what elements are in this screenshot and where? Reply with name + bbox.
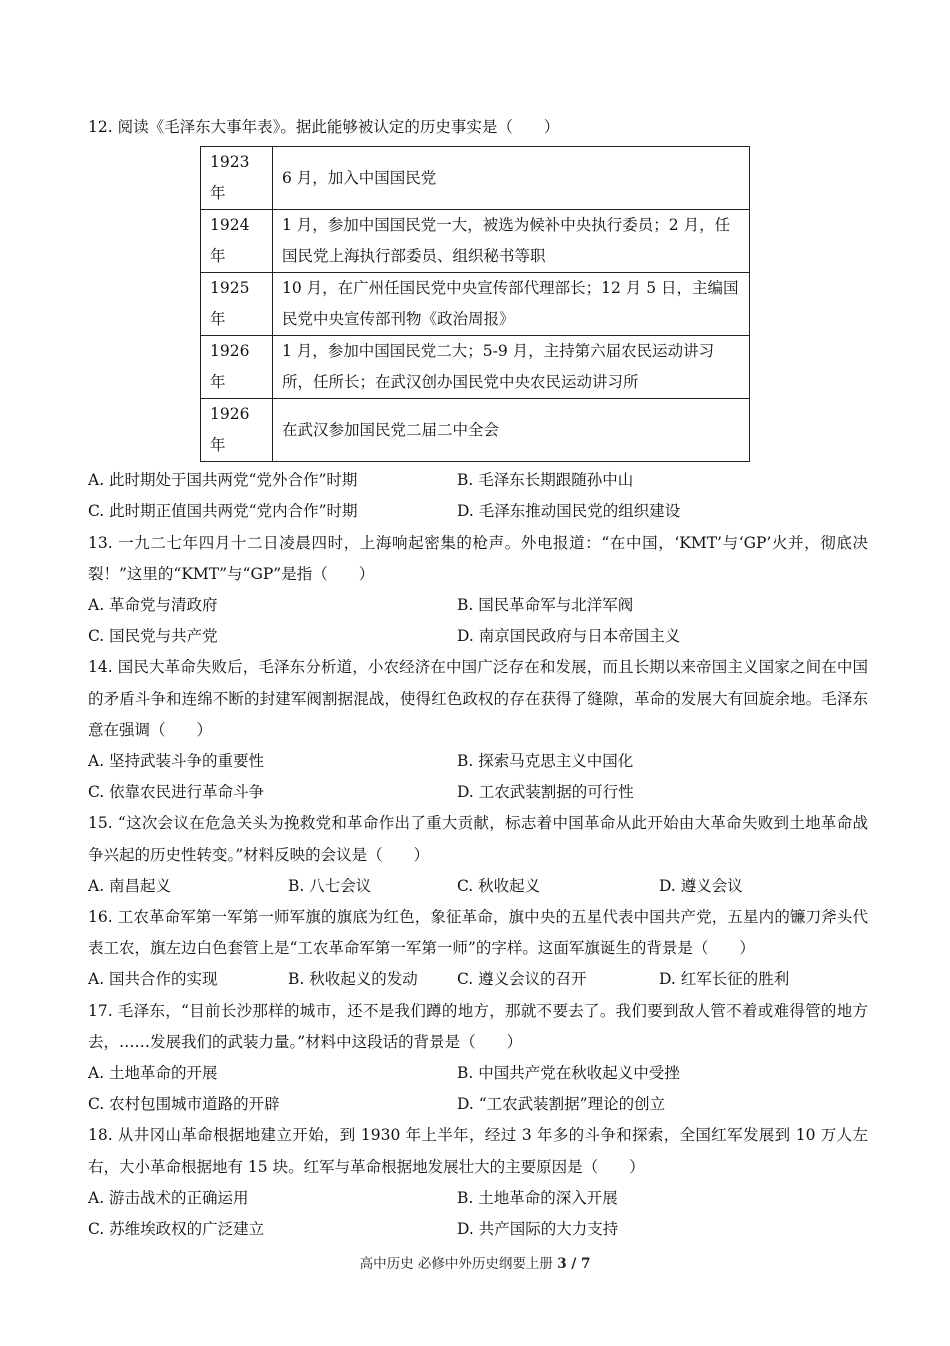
q14-options-row1	[88, 746, 868, 777]
q12-option-b[interactable]: B. 毛泽东长期跟随孙中山	[457, 471, 634, 490]
q16-option-d[interactable]: D. 红军长征的胜利	[659, 970, 790, 989]
q18-option-a[interactable]: A. 游击战术的正确运用	[88, 1188, 249, 1207]
table-year: 1926 年	[201, 336, 273, 399]
table-row	[201, 336, 750, 399]
q18-options-row2	[88, 1214, 868, 1245]
q18-stem: 18. 从井冈山革命根据地建立开始，到 1930 年上半年，经过 3 年多的斗争和探索，全国红军发展到 10 万人左右，大小革命根据地有 15 块。红军与革命根据地发展壮大的主要原因是（ ）	[88, 1126, 868, 1176]
table-event: 10 月，在广州任国民党中央宣传部代理部长；12 月 5 日，主编国民党中央宣传部刊物《政治周报》	[273, 273, 750, 336]
table-row	[201, 210, 750, 273]
page-footer	[0, 1252, 950, 1272]
q15-options	[88, 871, 868, 902]
q13-option-c[interactable]: C. 国民党与共产党	[88, 627, 218, 646]
q17-stem: 17. 毛泽东，“目前长沙那样的城市，还不是我们蹲的地方，那就不要去了。我们要到敌人管不着或难得管的地方去，……发展我们的武装力量。”材料中这段话的背景是（ ）	[88, 1001, 868, 1051]
table-year: 1924 年	[201, 210, 273, 273]
q15-option-d[interactable]: D. 遵义会议	[659, 876, 743, 895]
q14-options-row2	[88, 777, 868, 808]
q12-option-c[interactable]: C. 此时期正值国共两党“党内合作”时期	[88, 502, 358, 521]
table-row	[201, 399, 750, 462]
q15-option-a[interactable]: A. 南昌起义	[88, 876, 172, 895]
table-row	[201, 273, 750, 336]
q14-option-b[interactable]: B. 探索马克思主义中国化	[457, 752, 634, 771]
table-event: 6 月，加入中国国民党	[273, 147, 750, 210]
q17-option-d[interactable]: D. “工农武装割据”理论的创立	[457, 1095, 666, 1114]
table-event: 在武汉参加国民党二届二中全会	[273, 399, 750, 462]
q18-options-row1	[88, 1183, 868, 1214]
q13-stem: 13. 一九二七年四月十二日凌晨四时，上海响起密集的枪声。外电报道：“在中国，‘KMT’与‘GP’火并，彻底决裂！”这里的“KMT”与“GP”是指（ ）	[88, 533, 868, 583]
q12-stem: 12. 阅读《毛泽东大事年表》。据此能够被认定的历史事实是（ ）	[88, 118, 560, 136]
q18-option-d[interactable]: D. 共产国际的大力支持	[457, 1220, 619, 1239]
q14-option-c[interactable]: C. 依靠农民进行革命斗争	[88, 783, 265, 802]
q15-option-c[interactable]: C. 秋收起义	[457, 876, 541, 895]
q18-option-b[interactable]: B. 土地革命的深入开展	[457, 1188, 618, 1207]
q17-options-row1	[88, 1058, 868, 1089]
q12-option-d[interactable]: D. 毛泽东推动国民党的组织建设	[457, 502, 681, 521]
page-number: 3 / 7	[557, 1256, 591, 1272]
q13-option-d[interactable]: D. 南京国民政府与日本帝国主义	[457, 627, 681, 646]
table-event: 1 月，参加中国国民党二大；5-9 月，主持第六届农民运动讲习所，任所长；在武汉创办国民党中央农民运动讲习所	[273, 336, 750, 399]
q15-option-b[interactable]: B. 八七会议	[288, 876, 372, 895]
table-row	[201, 147, 750, 210]
mao-chronology-table	[200, 146, 750, 462]
q12-options-row2	[88, 496, 868, 527]
exam-page	[88, 112, 868, 1245]
q16-option-b[interactable]: B. 秋收起义的发动	[288, 970, 418, 989]
q12-options-row1	[88, 465, 868, 496]
q14-option-d[interactable]: D. 工农武装割据的可行性	[457, 783, 634, 802]
q16-options	[88, 964, 868, 995]
q17-option-b[interactable]: B. 中国共产党在秋收起义中受挫	[457, 1064, 680, 1083]
q16-stem: 16. 工农革命军第一军第一师军旗的旗底为红色，象征革命，旗中央的五星代表中国共产党，五星内的镰刀斧头代表工农，旗左边白色套管上是“工农革命军第一军第一师”的字样。这面军旗诞生的背景是（ ）	[88, 908, 868, 958]
q17-option-c[interactable]: C. 农村包围城市道路的开辟	[88, 1095, 280, 1114]
q13-option-a[interactable]: A. 革命党与清政府	[88, 596, 218, 615]
q13-option-b[interactable]: B. 国民革命军与北洋军阀	[457, 596, 634, 615]
q14-option-a[interactable]: A. 坚持武装斗争的重要性	[88, 752, 265, 771]
q18-option-c[interactable]: C. 苏维埃政权的广泛建立	[88, 1220, 265, 1239]
q14-stem: 14. 国民大革命失败后，毛泽东分析道，小农经济在中国广泛存在和发展，而且长期以来帝国主义国家之间在中国的矛盾斗争和连绵不断的封建军阀割据混战，使得红色政权的存在获得了缝隙，革命的发展大有回旋余地。毛泽东意在强调（ ）	[88, 658, 868, 739]
table-year: 1925 年	[201, 273, 273, 336]
table-event: 1 月，参加中国国民党一大，被选为候补中央执行委员；2 月，任国民党上海执行部委员、组织秘书等职	[273, 210, 750, 273]
table-year: 1926 年	[201, 399, 273, 462]
q12-option-a[interactable]: A. 此时期处于国共两党“党外合作”时期	[88, 471, 358, 490]
q13-options-row2	[88, 621, 868, 652]
q17-option-a[interactable]: A. 土地革命的开展	[88, 1064, 218, 1083]
q13-options-row1	[88, 590, 868, 621]
footer-title: 高中历史 必修中外历史纲要上册	[359, 1256, 558, 1272]
q16-option-a[interactable]: A. 国共合作的实现	[88, 970, 218, 989]
q17-options-row2	[88, 1089, 868, 1120]
q15-stem: 15. “这次会议在危急关头为挽救党和革命作出了重大贡献，标志着中国革命从此开始由大革命失败到土地革命战争兴起的历史性转变。”材料反映的会议是（ ）	[88, 814, 868, 864]
q16-option-c[interactable]: C. 遵义会议的召开	[457, 970, 587, 989]
table-year: 1923 年	[201, 147, 273, 210]
